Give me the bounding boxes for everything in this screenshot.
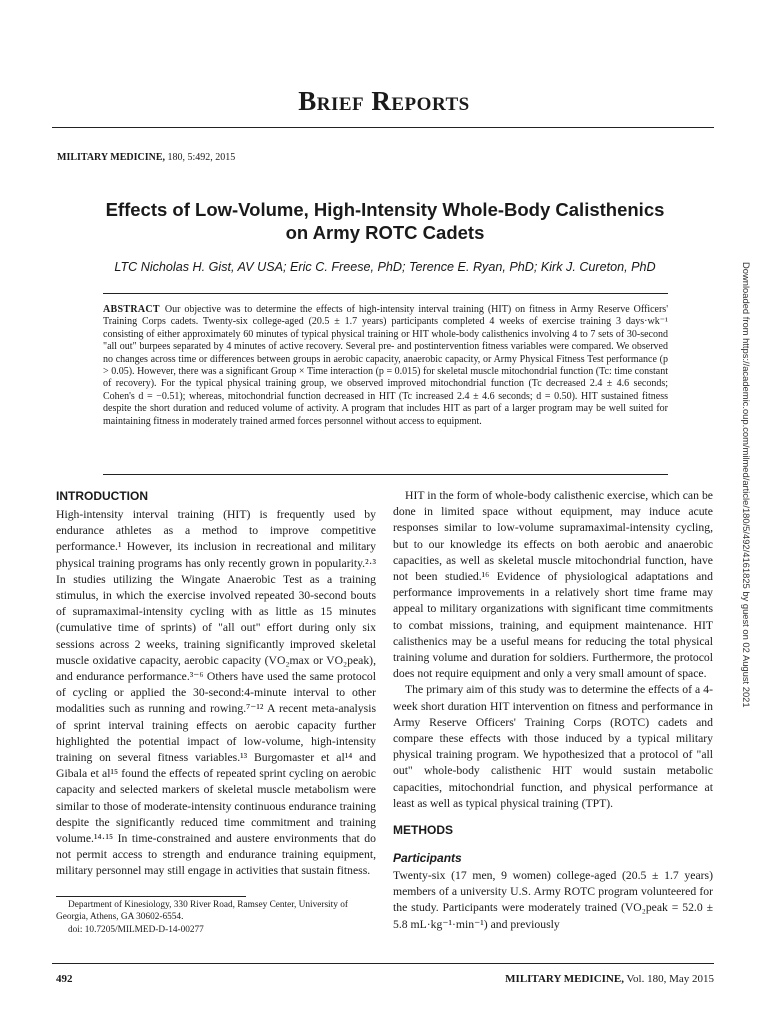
footer-divider — [52, 963, 714, 964]
abstract-label: ABSTRACT — [103, 304, 160, 315]
header-divider — [52, 127, 714, 128]
introduction-paragraph-2: HIT in the form of whole-body calisthenic exercise, which can be done in limited space without equipment, may induce acute responses similar to low-volume supramaximal-intensity cycling, but to our knowledge its effects on both aerobic and anaerobic capacities, as well as skeletal muscle mitochondrial function, have not been studied.¹⁶ Evidence of physiological adaptations and performance improvements in a relatively short time frame may appeal to military organizations with significant time commitments to combat missions, training, and equipment maintenance. HIT calisthenics may be a useful means for reducing the total physical training volume and duration for soldiers. Furthermore, the protocol does not require equipment and only a very small amount of space. — [393, 489, 713, 681]
journal-citation — [57, 152, 235, 163]
footer-journal — [505, 973, 714, 985]
author-list: LTC Nicholas H. Gist, AV USA; Eric C. Freese, PhD; Terence E. Ryan, PhD; Kirk J. Cureton, PhD — [114, 260, 656, 274]
footer-journal-name: MILITARY MEDICINE, — [505, 973, 624, 985]
journal-name: MILITARY MEDICINE, — [57, 152, 165, 163]
abstract-top-divider — [103, 293, 668, 294]
left-column — [56, 488, 376, 880]
section-title: Brief Reports — [298, 86, 470, 116]
methods-heading: METHODS — [393, 823, 453, 838]
abstract-bottom-divider — [103, 474, 668, 475]
participants-subheading: Participants — [393, 851, 462, 866]
affiliation-note: Department of Kinesiology, 330 River Road, Ramsey Center, University of Georgia, Athens, GA 30602-6554. — [56, 900, 348, 923]
footnote-divider — [56, 896, 246, 897]
participants-paragraph: Twenty-six (17 men, 9 women) college-aged (20.5 ± 1.7 years) members of a university U.S. Army ROTC program volunteered for the study. Participants were moderately trained (VO₂peak = 52.0 ± 5.8 mL·kg⁻¹·min⁻¹) and previously — [393, 869, 713, 931]
abstract-text: Our objective was to determine the effects of high-intensity interval training (HIT) on fitness in Army Reserve Officers' Training Corps cadets. Twenty-six college-aged (20.5 ± 1.7 years) participants completed 4 weeks of exercise training 3 days·wk⁻¹ consisting of either approximately 60 minutes of typical physical training or HIT whole-body calisthenics involving 4 to 7 sets of 30-second "all out" burpees separated by 4 minutes of active recovery. Several pre- and postintervention fitness variables were compared. We observed no changes across time or differences between groups in aerobic capacity, anaerobic capacity, or Army Physical Fitness Test performance (p > 0.05). However, there was a significant Group × Time interaction (p = 0.015) for skeletal muscle mitochondrial function (Tc: time constant of recovery). For the typical physical training group, we observed improved mitochondrial function (Tc decreased 2.4 ± 4.6 seconds; Cohen's d = −0.51); whereas, mitochondrial function decreased in HIT (Tc increased 2.4 ± 4.6 seconds; d = 0.50). HIT sustained fitness despite the short duration and reduced volume of activity. A program that includes HIT as part of a larger program may be well suited for maintaining fitness in moderately trained armed forces personnel without access to equipment. — [103, 304, 668, 427]
abstract — [103, 304, 668, 428]
right-column — [393, 488, 713, 933]
introduction-heading: INTRODUCTION — [56, 489, 148, 503]
download-watermark: Downloaded from https://academic.oup.com/milmed/article/180/5/492/4161825 by guest on 02 August 2021 — [741, 262, 752, 708]
article-title — [40, 198, 730, 244]
doi-note: doi: 10.7205/MILMED-D-14-00277 — [68, 924, 204, 935]
article-title-line-1: Effects of Low-Volume, High-Intensity Whole-Body Calisthenics — [105, 199, 665, 220]
page-number: 492 — [56, 973, 73, 985]
introduction-paragraph-1: High-intensity interval training (HIT) is frequently used by endurance athletes as a method to improve competitive performance.¹ However, its inclusion in recreational and military physical training programs has only recently grown in popularity.²·³ In studies utilizing the Wingate Anaerobic Test as a training stimulus, in which the exercise involved repeated 30-second bouts of supramaximal-intensity cycling with as little as 15 minutes (cumulative time of sprints) of "all out" effort during only six sessions across 2 weeks, training significantly improved skeletal muscle oxidative capacity, aerobic capacity (VO₂max or VO₂peak), and endurance performance.³⁻⁶ Others have used the same protocol of cycling or applied the 30-second:4-minute interval to other modalities such as running and rowing.⁷⁻¹² A recent meta-analysis of sprint interval training effects on aerobic capacity further highlighted the potential impact of low-volume, high-intensity training on several fitness variables.¹³ Burgomaster et al¹⁴ and Gibala et al¹⁵ found the effects of repeated sprint cycling on aerobic capacity and selected markers of skeletal muscle metabolism were similar to those of moderate-intensity continuous endurance training despite the significantly reduced time commitment and training volume.¹⁴·¹⁵ In time-constrained and austere environments that do not permit access to strength and endurance training equipment, military personnel may still engage in activities that sustain fitness. — [56, 508, 376, 878]
journal-volume: 180, 5:492, 2015 — [165, 152, 236, 163]
introduction-paragraph-3: The primary aim of this study was to determine the effects of a 4-week short duration HIT intervention on fitness and performance in Army Reserve Officers' Training Corps (ROTC) cadets and compare these effects with those induced by a typical military physical training program. We hypothesized that a protocol of "all out" whole-body calisthenic HIT would sustain metabolic capacities, mitochondrial function, and physical performance at least as well as typical physical training (TPT). — [393, 683, 713, 810]
article-title-line-2: on Army ROTC Cadets — [285, 222, 485, 243]
footer-journal-issue: Vol. 180, May 2015 — [623, 973, 714, 985]
footnote — [56, 899, 376, 936]
